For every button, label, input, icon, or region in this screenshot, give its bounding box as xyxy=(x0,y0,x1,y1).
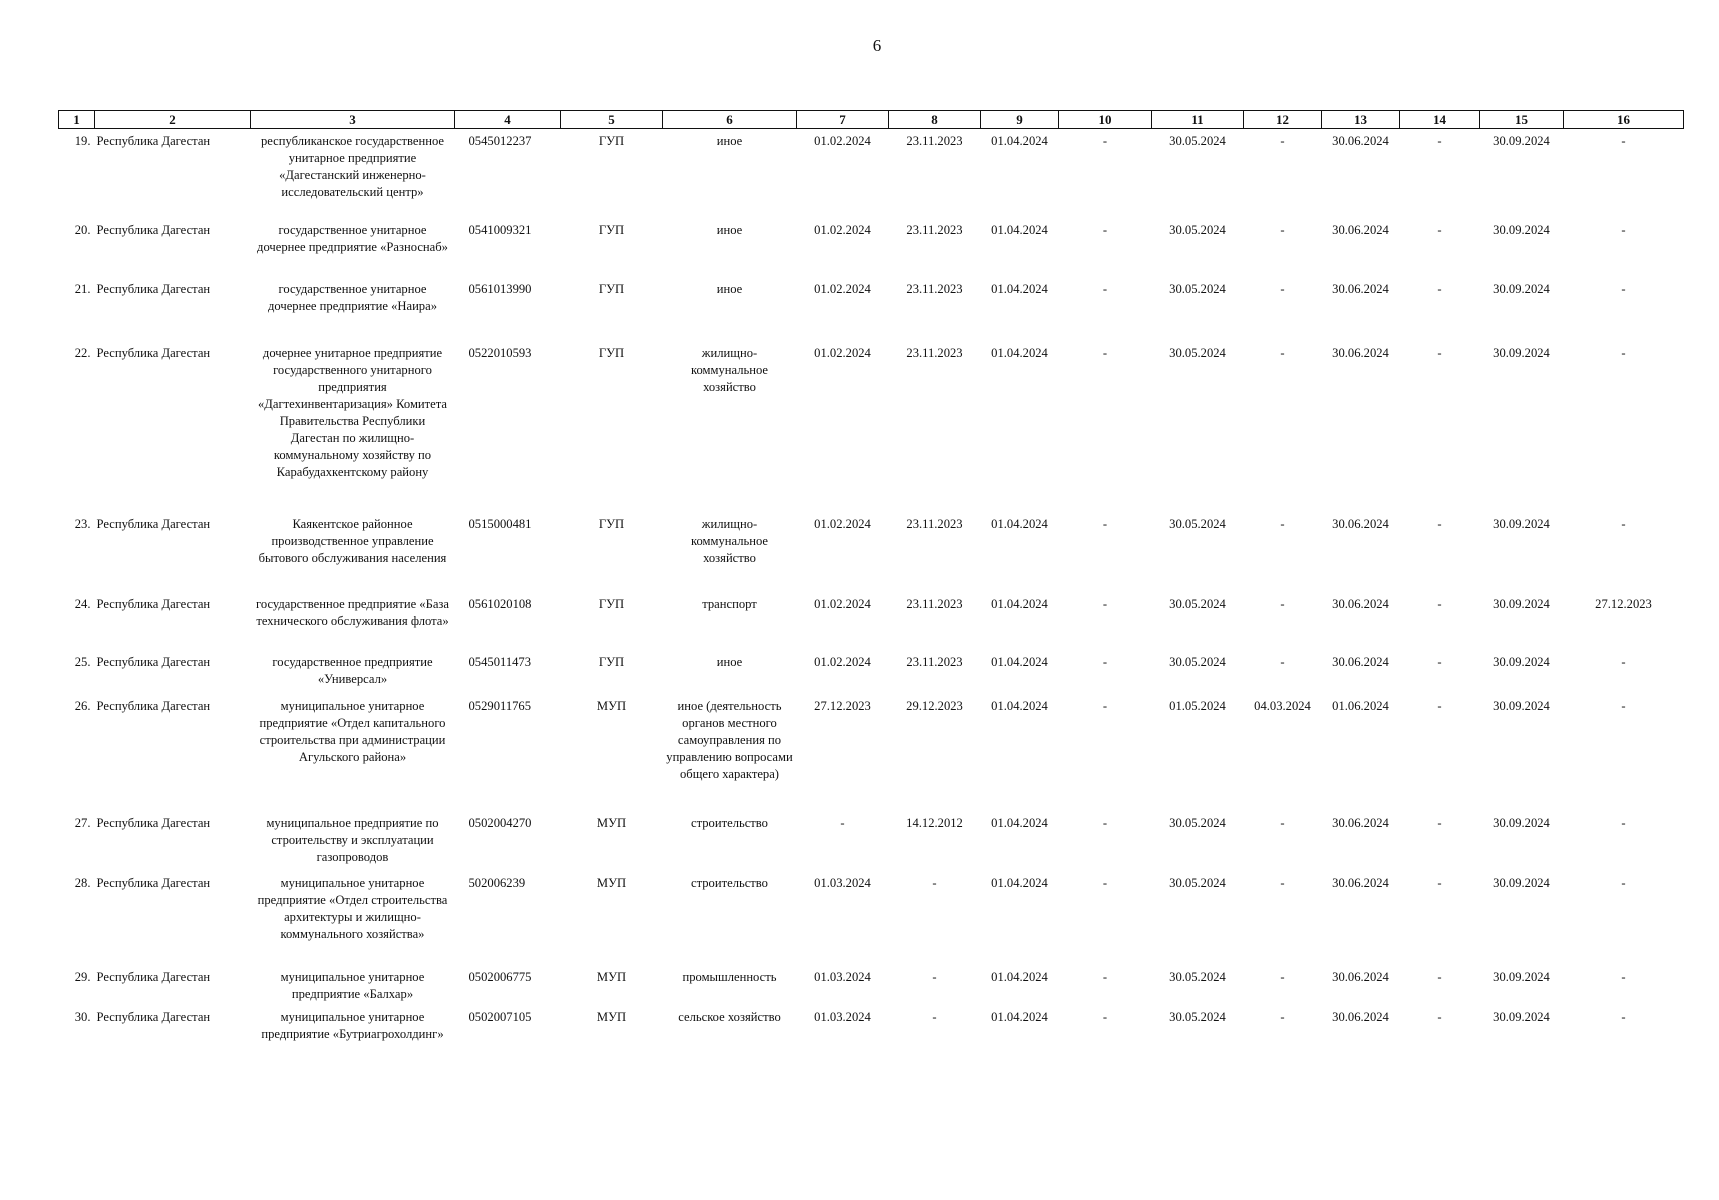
table-body xyxy=(59,129,1684,1065)
date-cell-15: 30.09.2024 xyxy=(1493,698,1550,713)
table-row xyxy=(59,277,1684,341)
table-row xyxy=(59,871,1684,965)
date-cell-13: 30.06.2024 xyxy=(1332,345,1389,360)
cell-10: - xyxy=(1102,698,1108,713)
col-header: 15 xyxy=(1480,111,1564,129)
type-cell: ГУП xyxy=(598,345,625,360)
date-cell-11: 30.05.2024 xyxy=(1169,654,1226,669)
row-number: 28. xyxy=(74,875,91,890)
cell-10: - xyxy=(1102,596,1108,611)
date-cell-9: 01.04.2024 xyxy=(991,698,1048,713)
region-cell: Республика Дагестан xyxy=(96,281,211,296)
date-cell-13: 01.06.2024 xyxy=(1332,698,1389,713)
inn-cell: 0545011473 xyxy=(468,654,532,669)
date-cell-15: 30.09.2024 xyxy=(1493,1009,1550,1024)
col-header: 8 xyxy=(889,111,981,129)
enterprise-name-cell: государственное предприятие «Универсал» xyxy=(272,654,433,686)
date-cell-8: - xyxy=(932,1009,937,1024)
cell-16: - xyxy=(1621,815,1626,830)
cell-16: 27.12.2023 xyxy=(1595,596,1652,611)
date-cell-15: 30.09.2024 xyxy=(1493,654,1550,669)
date-cell-13: 30.06.2024 xyxy=(1332,969,1389,984)
cell-16: - xyxy=(1621,345,1626,360)
date-cell-11: 30.05.2024 xyxy=(1169,1009,1226,1024)
date-cell-8: 14.12.2012 xyxy=(906,815,963,830)
col-header: 7 xyxy=(797,111,889,129)
date-cell-15: 30.09.2024 xyxy=(1493,345,1550,360)
row-number: 26. xyxy=(74,698,91,713)
table-row xyxy=(59,811,1684,871)
date-cell-7: 01.02.2024 xyxy=(814,596,871,611)
date-cell-13: 30.06.2024 xyxy=(1332,134,1389,148)
date-cell-11: 30.05.2024 xyxy=(1169,222,1226,237)
date-cell-13: 30.06.2024 xyxy=(1332,516,1389,531)
col-header: 6 xyxy=(663,111,797,129)
type-cell: МУП xyxy=(596,1009,627,1024)
region-cell: Республика Дагестан xyxy=(96,345,211,360)
type-cell: ГУП xyxy=(598,134,625,148)
enterprise-name-cell: муниципальное унитарное предприятие «Бутриагрохолдинг» xyxy=(261,1009,444,1041)
date-cell-11: 30.05.2024 xyxy=(1169,345,1226,360)
inn-cell: 0545012237 xyxy=(468,134,532,148)
row-number: 25. xyxy=(74,654,91,669)
row-number: 27. xyxy=(74,815,91,830)
col-header: 12 xyxy=(1244,111,1322,129)
row-number: 23. xyxy=(74,516,91,531)
date-cell-7: - xyxy=(840,815,845,830)
table-row xyxy=(59,592,1684,650)
enterprise-table xyxy=(58,110,1684,1065)
inn-cell: 0522010593 xyxy=(468,345,532,360)
date-cell-15: 30.09.2024 xyxy=(1493,222,1550,237)
inn-cell: 0502007105 xyxy=(468,1009,532,1024)
enterprise-name-cell: республиканское государственное унитарное предприятие «Дагестанский инженерно-исследовательский центр» xyxy=(260,134,445,199)
sector-cell: жилищно-коммунальное хозяйство xyxy=(690,516,769,565)
cell-12: - xyxy=(1280,222,1285,237)
col-header: 4 xyxy=(455,111,561,129)
col-header: 5 xyxy=(561,111,663,129)
sector-cell: транспорт xyxy=(702,596,757,611)
cell-16: - xyxy=(1621,1009,1626,1024)
cell-10: - xyxy=(1102,1009,1108,1024)
col-header: 2 xyxy=(95,111,251,129)
region-cell: Республика Дагестан xyxy=(96,596,211,611)
region-cell: Республика Дагестан xyxy=(96,815,211,830)
region-cell: Республика Дагестан xyxy=(96,698,211,713)
col-header: 16 xyxy=(1564,111,1684,129)
date-cell-8: - xyxy=(932,969,937,984)
type-cell: МУП xyxy=(596,815,627,830)
type-cell: ГУП xyxy=(598,596,625,611)
date-cell-9: 01.04.2024 xyxy=(991,516,1048,531)
table-row xyxy=(59,650,1684,694)
date-cell-15: 30.09.2024 xyxy=(1493,281,1550,296)
date-cell-13: 30.06.2024 xyxy=(1332,596,1389,611)
cell-14: - xyxy=(1437,969,1442,984)
row-number: 29. xyxy=(74,969,91,984)
region-cell: Республика Дагестан xyxy=(96,134,211,148)
cell-14: - xyxy=(1437,345,1442,360)
table-row xyxy=(59,129,1684,218)
column-number-row xyxy=(59,111,1684,129)
cell-12: - xyxy=(1280,134,1285,148)
col-header: 9 xyxy=(981,111,1059,129)
row-number: 19. xyxy=(74,134,91,148)
cell-14: - xyxy=(1437,1009,1442,1024)
cell-12: 04.03.2024 xyxy=(1254,698,1311,713)
cell-12: - xyxy=(1280,815,1285,830)
region-cell: Республика Дагестан xyxy=(96,222,211,237)
sector-cell: жилищно-коммунальное хозяйство xyxy=(690,345,769,394)
date-cell-11: 30.05.2024 xyxy=(1169,815,1226,830)
cell-10: - xyxy=(1102,654,1108,669)
cell-12: - xyxy=(1280,345,1285,360)
cell-12: - xyxy=(1280,281,1285,296)
cell-16: - xyxy=(1621,969,1626,984)
cell-10: - xyxy=(1102,345,1108,360)
date-cell-11: 30.05.2024 xyxy=(1169,596,1226,611)
date-cell-8: 29.12.2023 xyxy=(906,698,963,713)
date-cell-13: 30.06.2024 xyxy=(1332,1009,1389,1024)
date-cell-8: 23.11.2023 xyxy=(906,222,963,237)
region-cell: Республика Дагестан xyxy=(96,1009,211,1024)
date-cell-9: 01.04.2024 xyxy=(991,134,1048,148)
cell-16: - xyxy=(1621,222,1626,237)
date-cell-7: 01.02.2024 xyxy=(814,654,871,669)
date-cell-9: 01.04.2024 xyxy=(991,596,1048,611)
type-cell: МУП xyxy=(596,698,627,713)
date-cell-9: 01.04.2024 xyxy=(991,281,1048,296)
date-cell-8: 23.11.2023 xyxy=(906,654,963,669)
date-cell-9: 01.04.2024 xyxy=(991,969,1048,984)
table-row xyxy=(59,694,1684,811)
date-cell-15: 30.09.2024 xyxy=(1493,134,1550,148)
cell-10: - xyxy=(1102,516,1108,531)
date-cell-15: 30.09.2024 xyxy=(1493,875,1550,890)
cell-14: - xyxy=(1437,698,1442,713)
sector-cell: иное (деятельность органов местного самоуправления по управлению вопросами общего характера) xyxy=(666,698,793,781)
enterprise-name-cell: дочернее унитарное предприятие государственного унитарного предприятия «Дагтехинвентаризация» Комитета Правительства Республики Дагестан по жилищно-коммунальному хозяйству по Карабудахкентскому району xyxy=(258,345,447,479)
date-cell-8: - xyxy=(932,875,937,890)
date-cell-9: 01.04.2024 xyxy=(991,875,1048,890)
date-cell-11: 01.05.2024 xyxy=(1169,698,1226,713)
sector-cell: иное xyxy=(716,654,743,669)
type-cell: ГУП xyxy=(598,516,625,531)
date-cell-13: 30.06.2024 xyxy=(1332,281,1389,296)
sector-cell: иное xyxy=(716,222,743,237)
cell-10: - xyxy=(1102,281,1108,296)
date-cell-7: 01.02.2024 xyxy=(814,516,871,531)
inn-cell: 0515000481 xyxy=(468,516,532,531)
row-number: 30. xyxy=(74,1009,91,1024)
table-row xyxy=(59,1005,1684,1065)
region-cell: Республика Дагестан xyxy=(96,969,211,984)
inn-cell: 0561020108 xyxy=(468,596,532,611)
col-header: 13 xyxy=(1322,111,1400,129)
cell-14: - xyxy=(1437,281,1442,296)
date-cell-15: 30.09.2024 xyxy=(1493,815,1550,830)
cell-14: - xyxy=(1437,875,1442,890)
inn-cell: 0502004270 xyxy=(468,815,532,830)
cell-10: - xyxy=(1102,222,1108,237)
cell-10: - xyxy=(1102,875,1108,890)
cell-10: - xyxy=(1102,815,1108,830)
date-cell-13: 30.06.2024 xyxy=(1332,815,1389,830)
date-cell-15: 30.09.2024 xyxy=(1493,516,1550,531)
date-cell-13: 30.06.2024 xyxy=(1332,654,1389,669)
page-number: 6 xyxy=(872,36,882,55)
cell-16: - xyxy=(1621,516,1626,531)
cell-12: - xyxy=(1280,516,1285,531)
row-number: 22. xyxy=(74,345,91,360)
cell-12: - xyxy=(1280,596,1285,611)
date-cell-9: 01.04.2024 xyxy=(991,654,1048,669)
type-cell: МУП xyxy=(596,875,627,890)
date-cell-11: 30.05.2024 xyxy=(1169,875,1226,890)
cell-12: - xyxy=(1280,969,1285,984)
date-cell-13: 30.06.2024 xyxy=(1332,222,1389,237)
date-cell-7: 01.03.2024 xyxy=(814,875,871,890)
cell-16: - xyxy=(1621,875,1626,890)
type-cell: МУП xyxy=(596,969,627,984)
date-cell-13: 30.06.2024 xyxy=(1332,875,1389,890)
enterprise-name-cell: государственное предприятие «База технического обслуживания флота» xyxy=(255,596,449,628)
inn-cell: 502006239 xyxy=(468,875,526,890)
date-cell-7: 27.12.2023 xyxy=(814,698,871,713)
date-cell-11: 30.05.2024 xyxy=(1169,516,1226,531)
cell-10: - xyxy=(1102,134,1108,148)
date-cell-8: 23.11.2023 xyxy=(906,134,963,148)
cell-12: - xyxy=(1280,875,1285,890)
date-cell-11: 30.05.2024 xyxy=(1169,134,1226,148)
date-cell-11: 30.05.2024 xyxy=(1169,969,1226,984)
enterprise-name-cell: муниципальное предприятие по строительству и эксплуатации газопроводов xyxy=(266,815,439,864)
cell-14: - xyxy=(1437,596,1442,611)
region-cell: Республика Дагестан xyxy=(96,516,211,531)
cell-14: - xyxy=(1437,815,1442,830)
col-header: 14 xyxy=(1400,111,1480,129)
date-cell-15: 30.09.2024 xyxy=(1493,969,1550,984)
cell-14: - xyxy=(1437,516,1442,531)
inn-cell: 0561013990 xyxy=(468,281,532,296)
type-cell: ГУП xyxy=(598,654,625,669)
cell-16: - xyxy=(1621,654,1626,669)
date-cell-9: 01.04.2024 xyxy=(991,345,1048,360)
cell-16: - xyxy=(1621,134,1626,148)
cell-14: - xyxy=(1437,134,1442,148)
enterprise-name-cell: государственное унитарное дочернее предприятие «Разноснаб» xyxy=(257,222,448,254)
date-cell-11: 30.05.2024 xyxy=(1169,281,1226,296)
sector-cell: строительство xyxy=(691,815,768,830)
table-row xyxy=(59,965,1684,1005)
date-cell-8: 23.11.2023 xyxy=(906,596,963,611)
date-cell-7: 01.02.2024 xyxy=(814,345,871,360)
enterprise-name-cell: муниципальное унитарное предприятие «Отдел капитального строительства при администрации Агульского района» xyxy=(259,698,446,764)
sector-cell: иное xyxy=(716,281,743,296)
table-row xyxy=(59,341,1684,512)
sector-cell: промышленность xyxy=(682,969,777,984)
region-cell: Республика Дагестан xyxy=(96,875,211,890)
col-header: 10 xyxy=(1059,111,1152,129)
cell-12: - xyxy=(1280,654,1285,669)
region-cell: Республика Дагестан xyxy=(96,654,211,669)
date-cell-7: 01.03.2024 xyxy=(814,969,871,984)
date-cell-7: 01.02.2024 xyxy=(814,281,871,296)
date-cell-15: 30.09.2024 xyxy=(1493,596,1550,611)
col-header: 11 xyxy=(1152,111,1244,129)
cell-12: - xyxy=(1280,1009,1285,1024)
row-number: 21. xyxy=(74,281,91,296)
date-cell-7: 01.02.2024 xyxy=(814,222,871,237)
enterprise-name-cell: Каякентское районное производственное управление бытового обслуживания населения xyxy=(258,516,447,565)
cell-16: - xyxy=(1621,698,1626,713)
date-cell-9: 01.04.2024 xyxy=(991,222,1048,237)
date-cell-7: 01.03.2024 xyxy=(814,1009,871,1024)
cell-16: - xyxy=(1621,281,1626,296)
sector-cell: строительство xyxy=(691,875,768,890)
sector-cell: сельское хозяйство xyxy=(678,1009,781,1024)
enterprise-name-cell: государственное унитарное дочернее предприятие «Наира» xyxy=(268,281,437,313)
table-row xyxy=(59,512,1684,592)
type-cell: ГУП xyxy=(598,281,625,296)
date-cell-9: 01.04.2024 xyxy=(991,1009,1048,1024)
table-row xyxy=(59,218,1684,277)
date-cell-9: 01.04.2024 xyxy=(991,815,1048,830)
enterprise-name-cell: муниципальное унитарное предприятие «Отдел строительства архитектуры и жилищно-коммунального хозяйства» xyxy=(257,875,448,941)
enterprise-name-cell: муниципальное унитарное предприятие «Балхар» xyxy=(280,969,425,1001)
row-number: 20. xyxy=(74,222,91,237)
date-cell-8: 23.11.2023 xyxy=(906,281,963,296)
date-cell-8: 23.11.2023 xyxy=(906,345,963,360)
cell-14: - xyxy=(1437,654,1442,669)
cell-14: - xyxy=(1437,222,1442,237)
cell-10: - xyxy=(1102,969,1108,984)
inn-cell: 0502006775 xyxy=(468,969,532,984)
date-cell-7: 01.02.2024 xyxy=(814,134,871,148)
inn-cell: 0541009321 xyxy=(468,222,532,237)
type-cell: ГУП xyxy=(598,222,625,237)
inn-cell: 0529011765 xyxy=(468,698,532,713)
row-number: 24. xyxy=(74,596,91,611)
sector-cell: иное xyxy=(716,134,743,148)
col-header: 1 xyxy=(59,111,95,129)
col-header: 3 xyxy=(251,111,455,129)
date-cell-8: 23.11.2023 xyxy=(906,516,963,531)
